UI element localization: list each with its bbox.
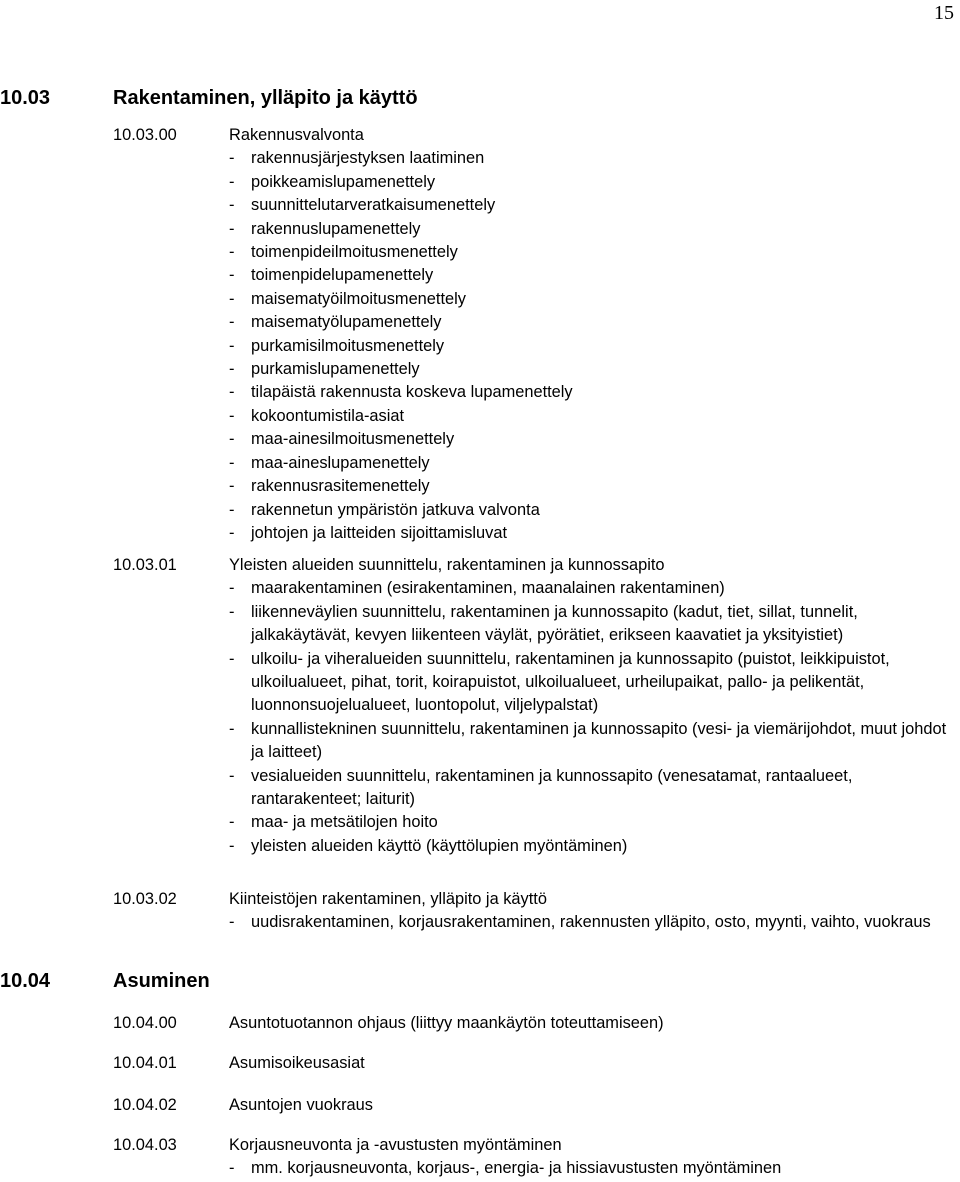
list-item: - kokoontumistila-asiat <box>229 406 405 425</box>
section-title: Yleisten alueiden suunnittelu, rakentaminen ja kunnossapito <box>229 556 665 574</box>
section-title: Rakennusvalvonta <box>229 126 364 144</box>
list-item: - maisematyöilmoitusmenettely <box>229 289 466 308</box>
list-item: - kunnallistekninen suunnittelu, rakentaminen ja kunnossapito (vesi- ja viemärijohdot, muut johdot ja laitteet) <box>229 719 947 762</box>
heading-title: Rakentaminen, ylläpito ja käyttö <box>113 87 418 109</box>
section-10-03-01 <box>113 554 953 858</box>
page-number: 15 <box>934 2 954 24</box>
section-10-04-01 <box>113 1052 953 1075</box>
list-item: - purkamislupamenettely <box>229 360 420 379</box>
section-code: 10.04.03 <box>113 1136 177 1154</box>
section-10-04-03 <box>113 1134 953 1181</box>
section-code: 10.03.00 <box>113 126 177 144</box>
section-title: Asumisoikeusasiat <box>229 1054 365 1072</box>
list-item: - liikenneväylien suunnittelu, rakentaminen ja kunnossapito (kadut, tiet, sillat, tunnelit, jalkakäytävät, kevyen liikenteen väylät, pyörätiet, erikseen kaavatiet ja yksityistiet) <box>229 602 858 645</box>
list-item: - mm. korjausneuvonta, korjaus-, energia- ja hissiavustusten myöntäminen <box>229 1159 782 1178</box>
list-item: - yleisten alueiden käyttö (käyttölupien myöntäminen) <box>229 836 628 855</box>
list-item: - toimenpidelupamenettely <box>229 266 434 285</box>
section-title: Asuntotuotannon ohjaus (liittyy maankäytön toteuttamiseen) <box>229 1014 664 1032</box>
heading-number: 10.03 <box>0 87 51 109</box>
list-item: - rakennetun ympäristön jatkuva valvonta <box>229 500 540 519</box>
heading-number: 10.04 <box>0 970 51 992</box>
section-title: Kiinteistöjen rakentaminen, ylläpito ja käyttö <box>229 890 547 908</box>
list-item: - rakennuslupamenettely <box>229 219 421 238</box>
list-item: - vesialueiden suunnittelu, rakentaminen ja kunnossapito (venesatamat, rantaalueet, rantarakenteet; laiturit) <box>229 766 853 809</box>
list-item: - toimenpideilmoitusmenettely <box>229 243 458 262</box>
list-item: - tilapäistä rakennusta koskeva lupamenettely <box>229 383 573 402</box>
heading-10-04 <box>0 969 210 993</box>
list-item: - johtojen ja laitteiden sijoittamisluvat <box>229 523 508 542</box>
list-item: - maisematyölupamenettely <box>229 313 442 332</box>
list-item: - purkamisilmoitusmenettely <box>229 336 445 355</box>
section-code: 10.04.00 <box>113 1014 177 1032</box>
list-item: - rakennusjärjestyksen laatiminen <box>229 149 485 168</box>
list-item: - maa-ainesilmoitusmenettely <box>229 430 455 449</box>
section-10-04-02 <box>113 1094 953 1117</box>
heading-10-03 <box>0 86 418 110</box>
section-code: 10.04.02 <box>113 1096 177 1114</box>
section-10-03-00 <box>113 124 953 545</box>
section-code: 10.03.02 <box>113 890 177 908</box>
list-item: - uudisrakentaminen, korjausrakentaminen, rakennusten ylläpito, osto, myynti, vaihto, vuokraus <box>229 913 931 932</box>
list-item: - ulkoilu- ja viheralueiden suunnittelu, rakentaminen ja kunnossapito (puistot, leikkipuistot, ulkoilualueet, pihat, torit, koirapuistot, ulkoilualueet, urheilupaikat, pallo- ja pelikentät, luonnonsuojelualueet, luontopolut, viljelypalstat) <box>229 649 890 715</box>
section-code: 10.04.01 <box>113 1054 177 1072</box>
list-item: - rakennusrasitemenettely <box>229 477 430 496</box>
list-item: - maarakentaminen (esirakentaminen, maanalainen rakentaminen) <box>229 579 725 598</box>
list-item: - poikkeamislupamenettely <box>229 172 436 191</box>
list-item: - suunnittelutarveratkaisumenettely <box>229 196 496 215</box>
section-10-03-02 <box>113 888 953 935</box>
list-item: - maa-aineslupamenettely <box>229 453 430 472</box>
section-title: Korjausneuvonta ja -avustusten myöntäminen <box>229 1136 562 1154</box>
heading-title: Asuminen <box>113 970 210 992</box>
section-code: 10.03.01 <box>113 556 177 574</box>
section-title: Asuntojen vuokraus <box>229 1096 373 1114</box>
section-10-04-00 <box>113 1012 953 1035</box>
list-item: - maa- ja metsätilojen hoito <box>229 813 438 832</box>
